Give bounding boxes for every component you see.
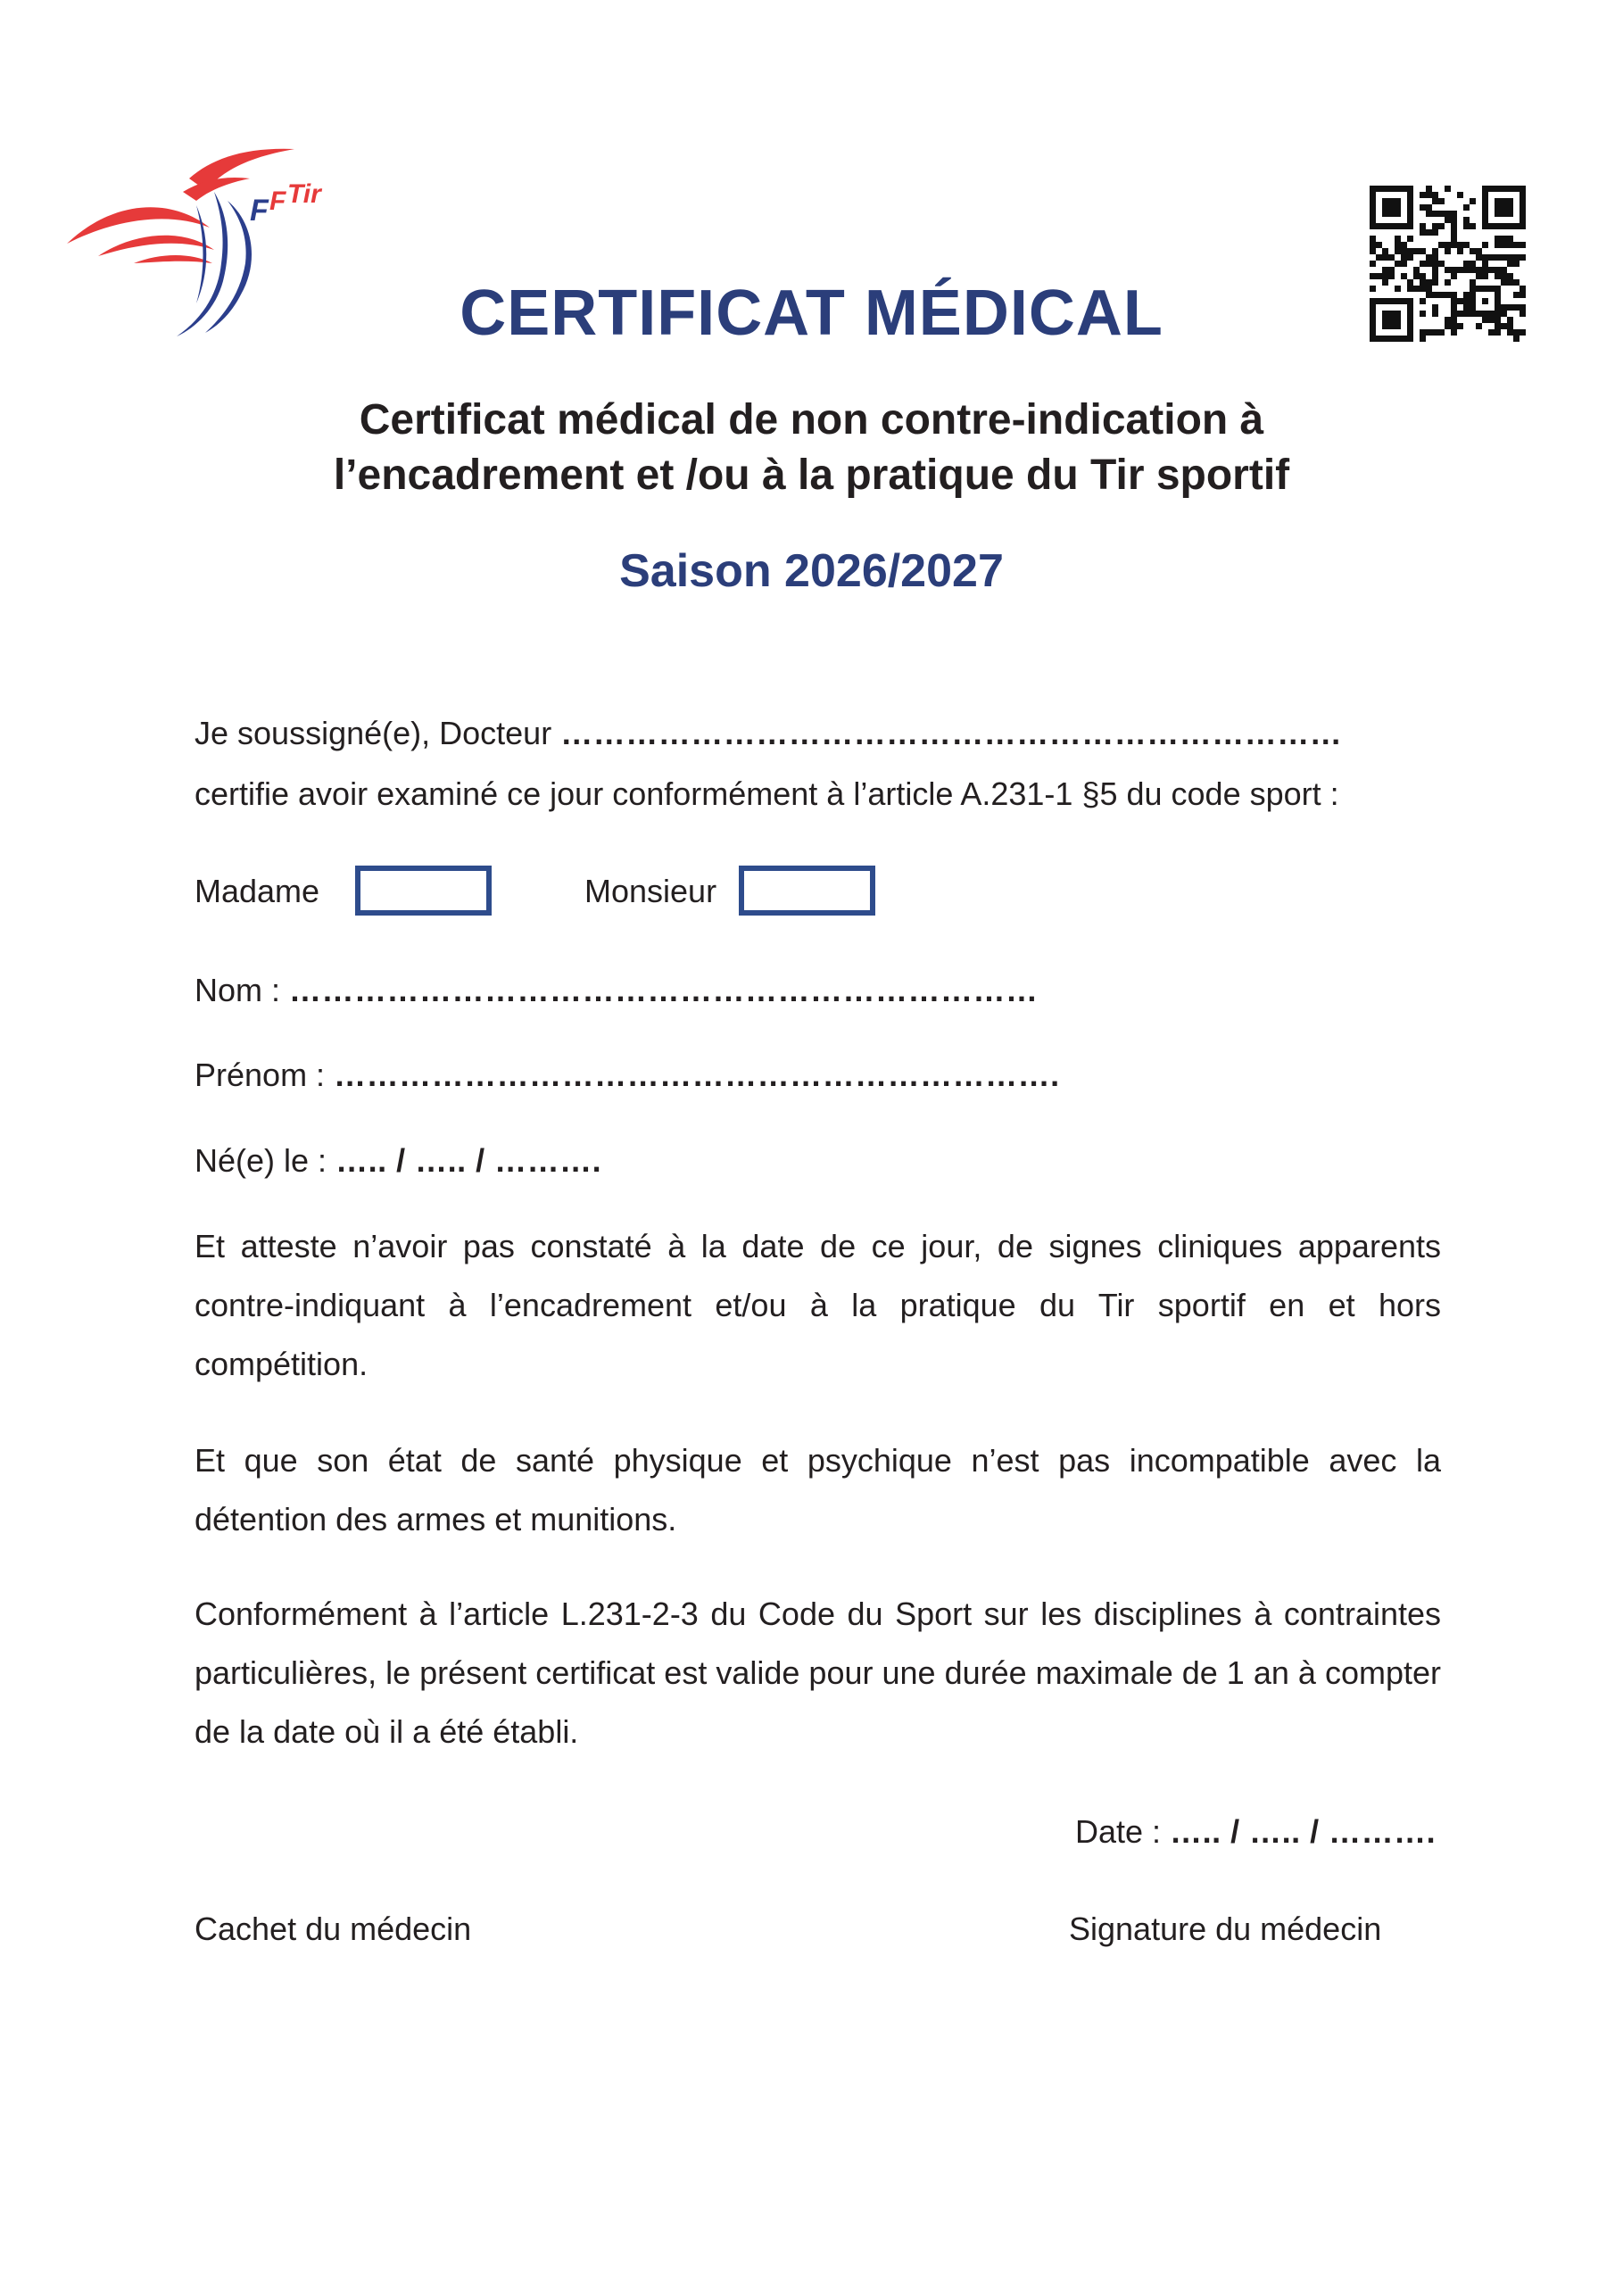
page-title: CERTIFICAT MÉDICAL xyxy=(460,278,1163,349)
nom-line xyxy=(195,971,1039,1010)
attestation-paragraph: Et atteste n’avoir pas constaté à la date de ce jour, de signes cliniques apparents contre-indiquant à l’encadrement et/ou à la pratique du Tir sportif en et hors compétition. xyxy=(195,1228,1441,1382)
subtitle-line-2: l’encadrement et /ou à la pratique du Tir sportif xyxy=(333,452,1290,499)
subtitle xyxy=(0,393,1623,503)
certify-text: certifie avoir examiné ce jour conformément à l’article A.231-1 §5 du code sport : xyxy=(195,775,1339,812)
monsieur-label: Monsieur xyxy=(584,873,717,909)
svg-text:F: F xyxy=(250,194,269,228)
monsieur-checkbox[interactable] xyxy=(739,866,875,916)
madame-checkbox[interactable] xyxy=(355,866,492,916)
nom-field[interactable]: …………………………………………………………… xyxy=(289,972,1039,1008)
signature-label: Signature du médecin xyxy=(1069,1911,1382,1947)
date-line xyxy=(1075,1812,1436,1852)
season-label: Saison 2026/2027 xyxy=(619,545,1004,597)
date-field[interactable]: ….. / ….. / ………. xyxy=(1170,1813,1437,1850)
validity-paragraph: Conformément à l’article L.231-2-3 du Code du Sport sur les disciplines à contraintes particulières, le présent certificat est valide pour une durée maximale de 1 an à compter de la date où il a été établi. xyxy=(195,1596,1441,1750)
prenom-label: Prénom : xyxy=(195,1057,326,1093)
doctor-name-field[interactable]: ……………………………………………………………… xyxy=(560,715,1343,751)
svg-text:Tir: Tir xyxy=(287,179,321,209)
birth-line xyxy=(195,1141,601,1181)
nom-label: Nom : xyxy=(195,972,281,1008)
prenom-line xyxy=(195,1056,1060,1095)
health-paragraph: Et que son état de santé physique et psychique n’est pas incompatible avec la détention des armes et munitions. xyxy=(195,1442,1441,1538)
doctor-line xyxy=(195,714,1342,753)
birth-label: Né(e) le : xyxy=(195,1142,327,1179)
stamp-label: Cachet du médecin xyxy=(195,1911,472,1947)
subtitle-line-1: Certificat médical de non contre-indication à xyxy=(359,396,1264,443)
doctor-label: Je soussigné(e), Docteur xyxy=(195,715,552,751)
date-label: Date : xyxy=(1075,1813,1162,1850)
birth-date-field[interactable]: ….. / ….. / ………. xyxy=(335,1142,602,1179)
madame-label: Madame xyxy=(195,873,320,909)
svg-text:F: F xyxy=(269,186,286,216)
prenom-field[interactable]: …………………………………………………………. xyxy=(334,1057,1060,1093)
